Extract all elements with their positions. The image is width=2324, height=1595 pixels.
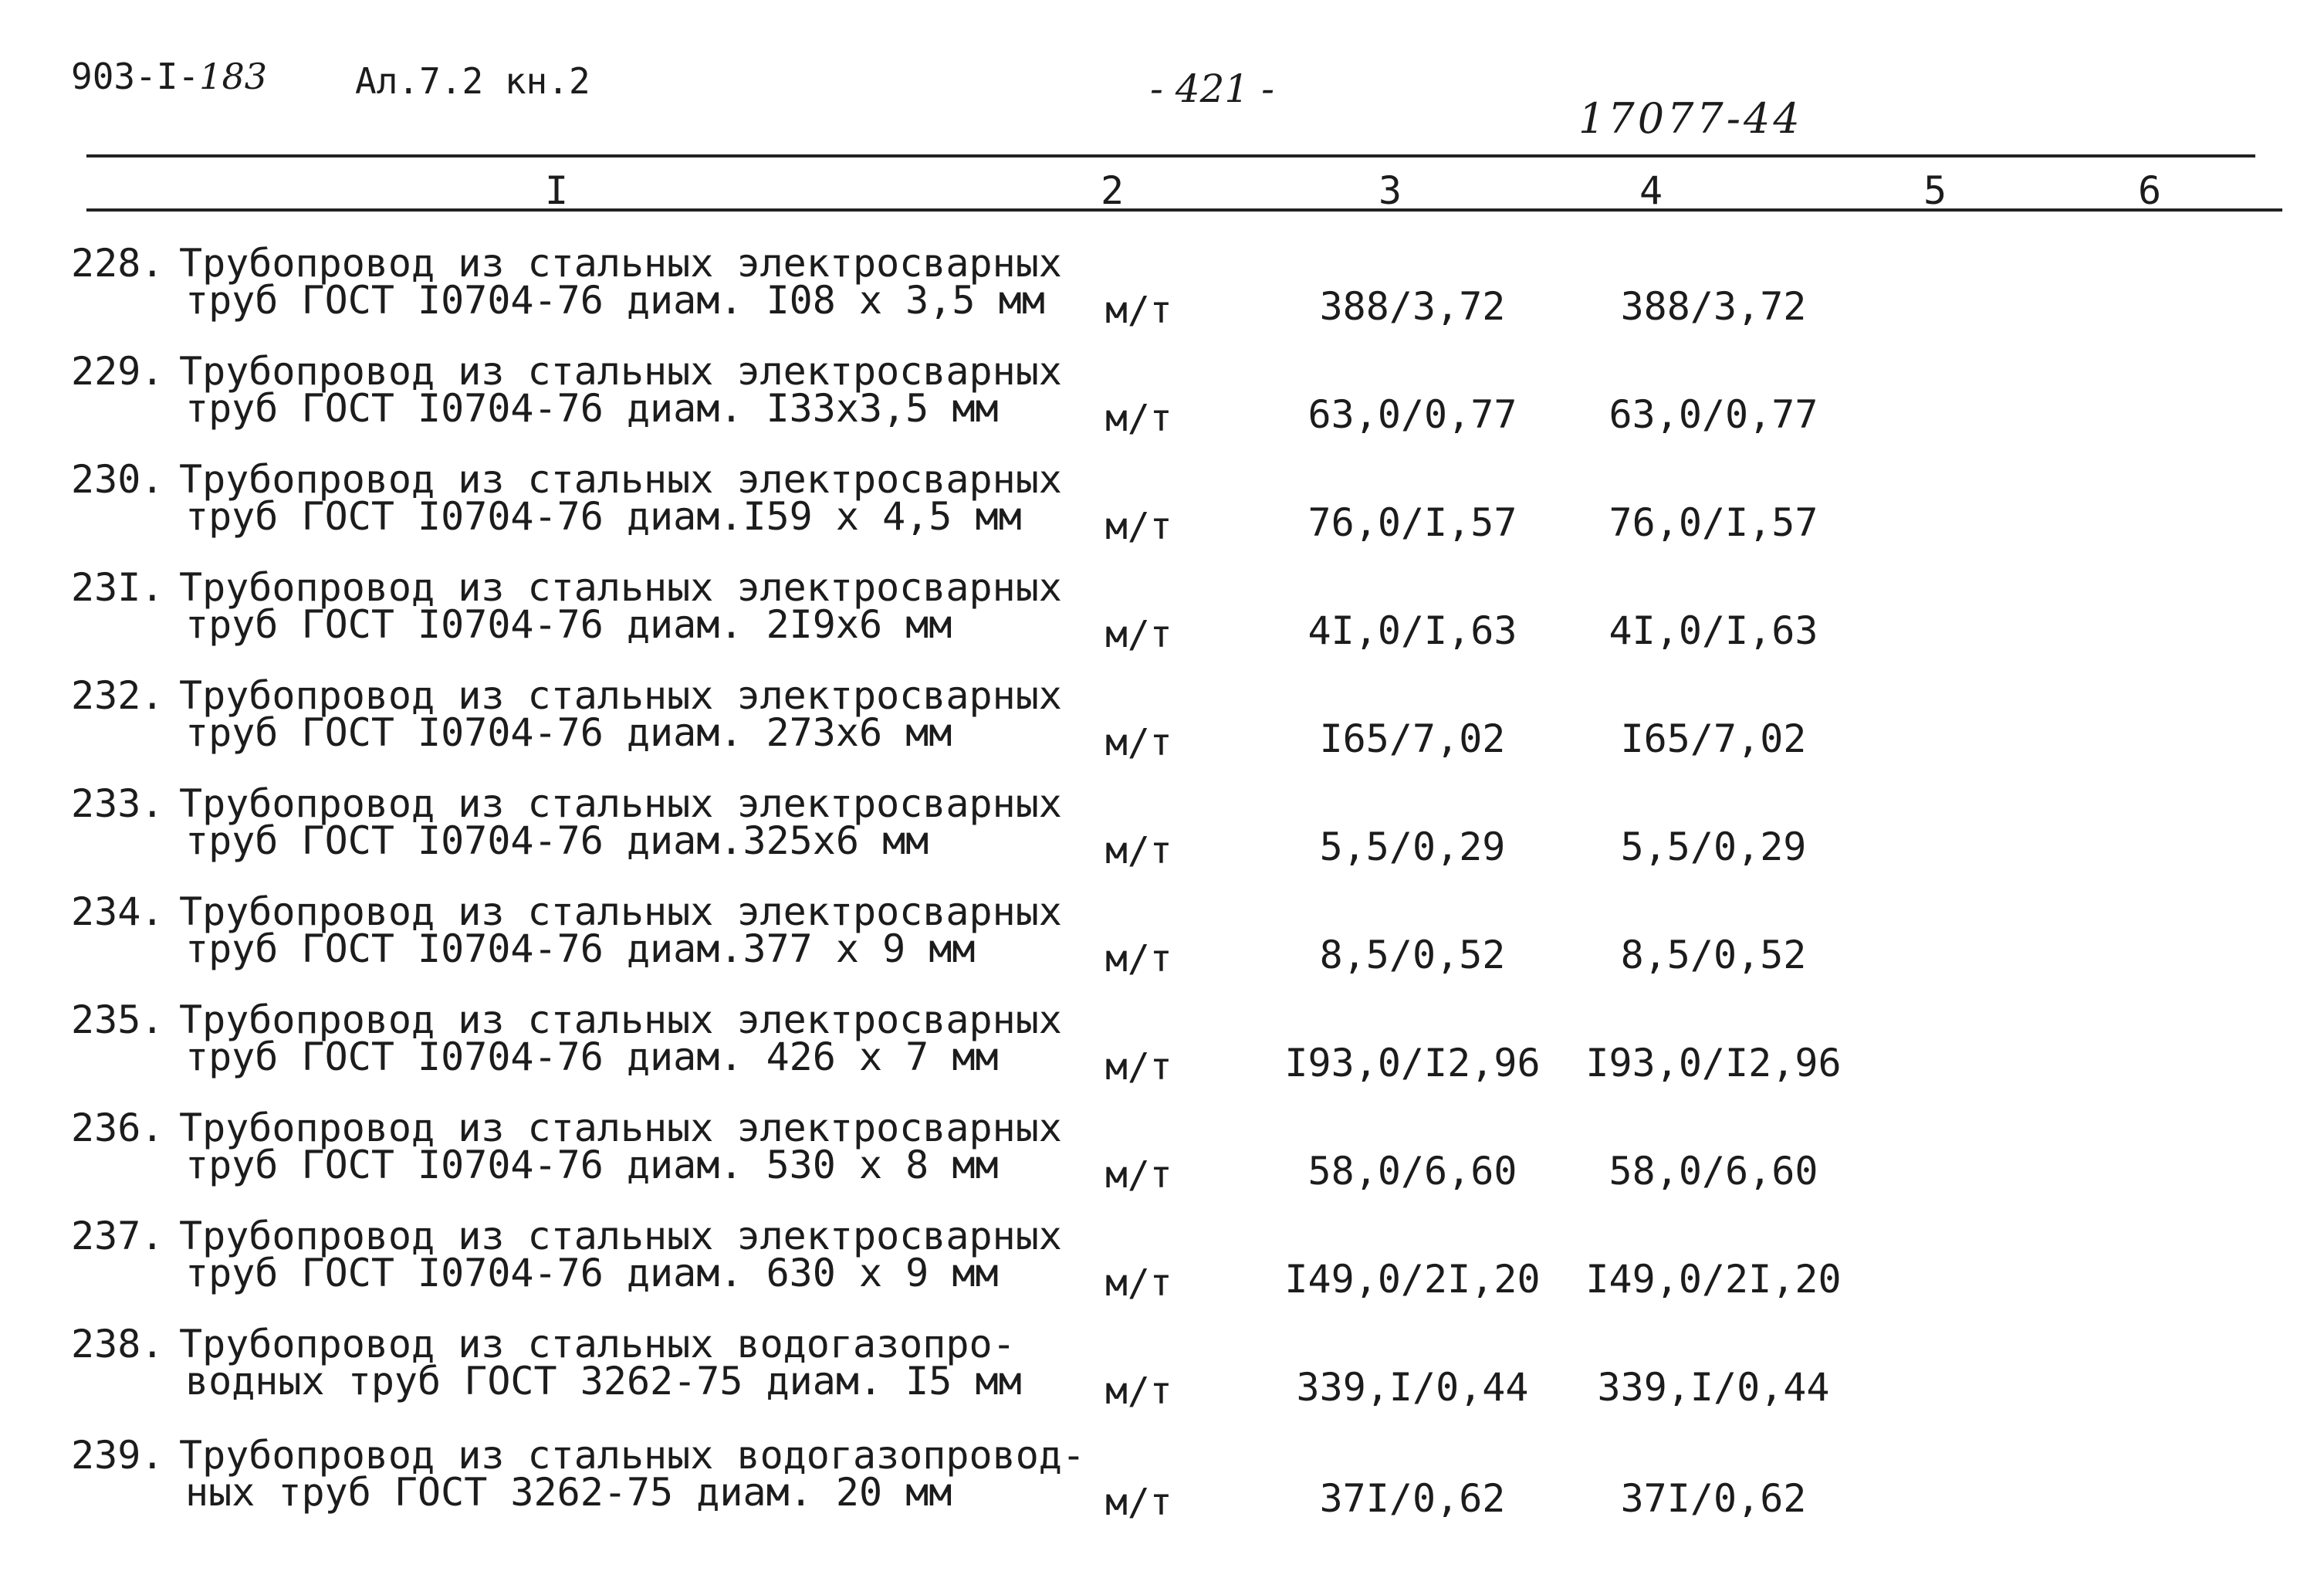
quantity-column-3: 58,0/6,60	[1307, 1149, 1517, 1194]
quantity-column-4: 63,0/0,77	[1609, 392, 1818, 437]
item-description-line-1: Трубопровод из стальных электросварных	[179, 565, 1062, 610]
page-number: - 421 -	[1150, 66, 1275, 111]
table-row	[0, 565, 2324, 673]
table-row	[0, 457, 2324, 565]
quantity-column-4: 5,5/0,29	[1620, 825, 1807, 869]
row-number: 239.	[71, 1433, 164, 1478]
table-row	[0, 241, 2324, 349]
quantity-column-3: 388/3,72	[1319, 284, 1506, 329]
unit-of-measure: м/т	[1105, 1261, 1172, 1305]
quantity-column-3: 76,0/I,57	[1307, 500, 1517, 545]
unit-of-measure: м/т	[1105, 829, 1172, 872]
unit-of-measure: м/т	[1105, 721, 1172, 764]
unit-of-measure: м/т	[1105, 1045, 1172, 1089]
quantity-column-4: 8,5/0,52	[1620, 933, 1807, 977]
quantity-column-3: 4I,0/I,63	[1307, 608, 1517, 653]
column-header-6: 6	[2138, 168, 2162, 213]
item-description-line-1: Трубопровод из стальных электросварных	[179, 1214, 1062, 1258]
document-code-handwritten: 183	[199, 56, 267, 97]
table-row	[0, 673, 2324, 781]
item-description-line-2: ных труб ГОСТ 3262-75 диам. 20 мм	[185, 1470, 952, 1515]
row-number: 237.	[71, 1214, 164, 1258]
header-rule-bottom	[86, 208, 2282, 212]
item-description-line-1: Трубопровод из стальных электросварных	[179, 349, 1062, 394]
item-description-line-2: труб ГОСТ I0704-76 диам.I59 x 4,5 мм	[185, 494, 1022, 539]
table-row	[0, 889, 2324, 997]
row-number: 233.	[71, 781, 164, 826]
quantity-column-4: 4I,0/I,63	[1609, 608, 1818, 653]
unit-of-measure: м/т	[1105, 1153, 1172, 1197]
item-description-line-2: водных труб ГОСТ 3262-75 диам. I5 мм	[185, 1359, 1022, 1404]
quantity-column-4: 339,I/0,44	[1597, 1365, 1830, 1410]
unit-of-measure: м/т	[1105, 1481, 1172, 1524]
table-row	[0, 1322, 2324, 1430]
item-description-line-2: труб ГОСТ I0704-76 диам.325x6 мм	[185, 818, 929, 863]
quantity-column-3: I65/7,02	[1319, 716, 1506, 761]
table-row	[0, 1106, 2324, 1214]
row-number: 228.	[71, 241, 164, 286]
item-description-line-2: труб ГОСТ I0704-76 диам. 273x6 мм	[185, 710, 952, 755]
item-description-line-2: труб ГОСТ I0704-76 диам. 530 x 8 мм	[185, 1143, 999, 1187]
item-description-line-1: Трубопровод из стальных электросварных	[179, 1106, 1062, 1150]
quantity-column-3: I49,0/2I,20	[1284, 1257, 1541, 1302]
unit-of-measure: м/т	[1105, 505, 1172, 548]
unit-of-measure: м/т	[1105, 397, 1172, 440]
quantity-column-4: I65/7,02	[1620, 716, 1807, 761]
quantity-column-4: 37I/0,62	[1620, 1476, 1807, 1521]
item-description-line-1: Трубопровод из стальных электросварных	[179, 673, 1062, 718]
row-number: 238.	[71, 1322, 164, 1366]
column-header-3: 3	[1379, 168, 1402, 213]
row-number: 235.	[71, 997, 164, 1042]
unit-of-measure: м/т	[1105, 289, 1172, 332]
quantity-column-3: 63,0/0,77	[1307, 392, 1517, 437]
quantity-column-3: I93,0/I2,96	[1284, 1041, 1541, 1085]
row-number: 230.	[71, 457, 164, 502]
item-description-line-1: Трубопровод из стальных водогазопровод-	[179, 1433, 1085, 1478]
item-description-line-2: труб ГОСТ I0704-76 диам. 630 x 9 мм	[185, 1251, 999, 1295]
row-number: 236.	[71, 1106, 164, 1150]
unit-of-measure: м/т	[1105, 613, 1172, 656]
document-code-prefix: 903-I-	[71, 56, 200, 97]
inventory-number: 17077-44	[1578, 94, 1803, 143]
unit-of-measure: м/т	[1105, 937, 1172, 980]
unit-of-measure: м/т	[1105, 1370, 1172, 1413]
item-description-line-1: Трубопровод из стальных электросварных	[179, 457, 1062, 502]
quantity-column-4: I93,0/I2,96	[1585, 1041, 1842, 1085]
quantity-column-3: 5,5/0,29	[1319, 825, 1506, 869]
item-description-line-1: Трубопровод из стальных электросварных	[179, 781, 1062, 826]
row-number: 23I.	[71, 565, 164, 610]
table-row	[0, 781, 2324, 889]
quantity-column-4: 76,0/I,57	[1609, 500, 1818, 545]
item-description-line-2: труб ГОСТ I0704-76 диам. I33x3,5 мм	[185, 386, 999, 431]
quantity-column-3: 339,I/0,44	[1296, 1365, 1529, 1410]
item-description-line-1: Трубопровод из стальных водогазопро-	[179, 1322, 1016, 1366]
item-description-line-2: труб ГОСТ I0704-76 диам. 426 x 7 мм	[185, 1035, 999, 1079]
row-number: 234.	[71, 889, 164, 934]
document-code	[71, 56, 267, 97]
item-description-line-2: труб ГОСТ I0704-76 диам. I08 x 3,5 мм	[185, 278, 1045, 323]
item-description-line-1: Трубопровод из стальных электросварных	[179, 997, 1062, 1042]
column-header-5: 5	[1923, 168, 1947, 213]
table-row	[0, 349, 2324, 457]
item-description-line-2: труб ГОСТ I0704-76 диам. 2I9x6 мм	[185, 602, 952, 647]
row-number: 232.	[71, 673, 164, 718]
quantity-column-4: 388/3,72	[1620, 284, 1807, 329]
album-reference: Ал.7.2 кн.2	[355, 60, 590, 102]
column-header-1: I	[545, 168, 569, 213]
item-description-line-2: труб ГОСТ I0704-76 диам.377 x 9 мм	[185, 926, 976, 971]
item-description-line-1: Трубопровод из стальных электросварных	[179, 241, 1062, 286]
quantity-column-4: I49,0/2I,20	[1585, 1257, 1842, 1302]
quantity-column-3: 8,5/0,52	[1319, 933, 1506, 977]
item-description-line-1: Трубопровод из стальных электросварных	[179, 889, 1062, 934]
table-row	[0, 997, 2324, 1106]
quantity-column-4: 58,0/6,60	[1609, 1149, 1818, 1194]
row-number: 229.	[71, 349, 164, 394]
column-header-2: 2	[1101, 168, 1125, 213]
table-row	[0, 1433, 2324, 1541]
quantity-column-3: 37I/0,62	[1319, 1476, 1506, 1521]
column-header-4: 4	[1639, 168, 1663, 213]
table-row	[0, 1214, 2324, 1322]
header-rule-top	[86, 154, 2255, 157]
